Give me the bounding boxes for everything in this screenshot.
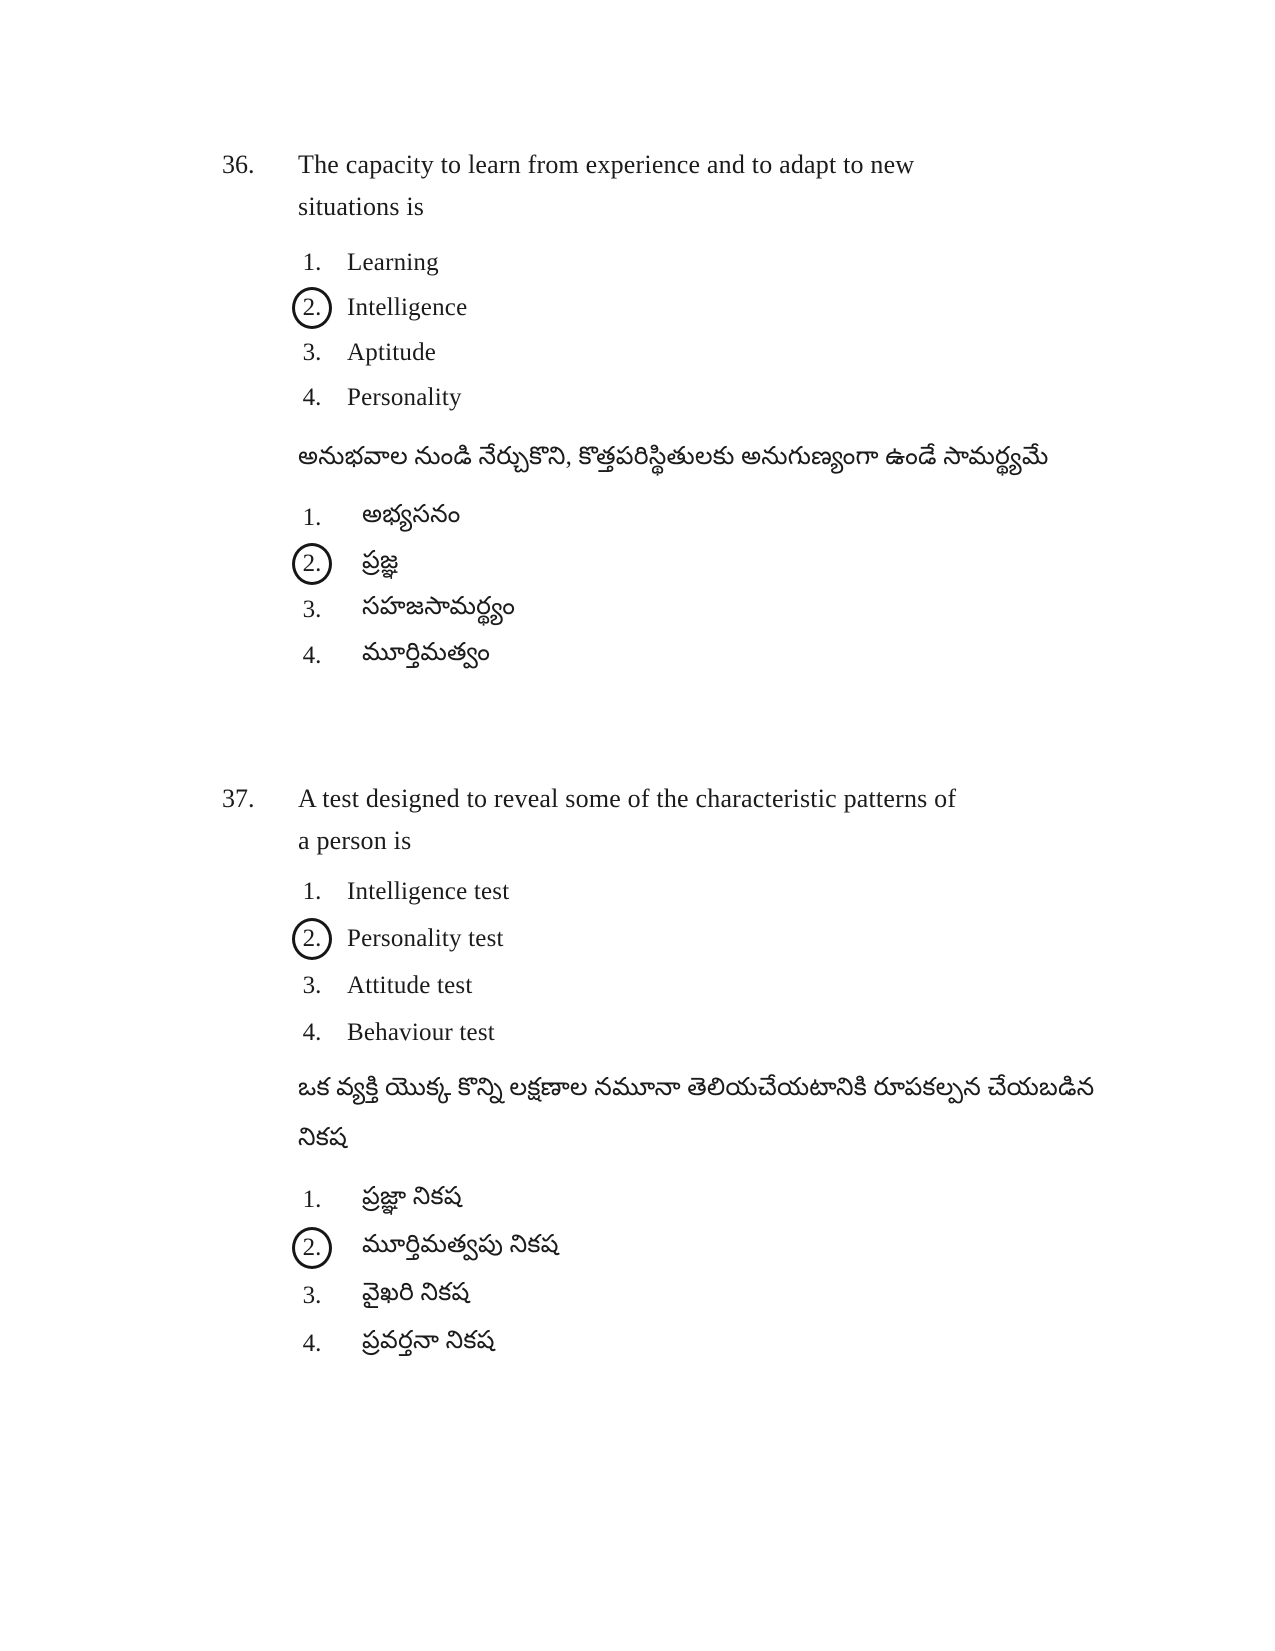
question-block	[222, 144, 1215, 679]
option-row	[292, 375, 1215, 420]
option-row-selected	[292, 915, 1215, 962]
question-block	[222, 778, 1215, 1368]
question-text-english: The capacity to learn from experience and to adapt to new situations is	[298, 150, 915, 221]
question-text-telugu: ఒక వ్యక్తి యొక్క కొన్ని లక్షణాల నమూనా తెలియచేయటానికి రూపకల్పన చేయబడిన నికష	[298, 1074, 1095, 1151]
option-label: మూర్తిమత్వపు నికష	[362, 1231, 559, 1258]
option-number: 1.	[302, 248, 322, 276]
question-text-telugu: అనుభవాల నుండి నేర్చుకొని, కొత్తపరిస్థితులకు అనుగుణ్యంగా ఉండే సామర్థ్యమే	[298, 443, 1049, 470]
option-row	[292, 495, 1215, 541]
option-label: Intelligence test	[347, 877, 510, 905]
option-number: 3.	[302, 1282, 322, 1309]
question-number: 37.	[222, 784, 255, 813]
option-label: Intelligence	[347, 293, 468, 321]
option-label: సహజసామర్థ్యం	[362, 593, 516, 620]
option-number: 3.	[302, 596, 322, 623]
options-list-english	[292, 240, 1215, 420]
question-header	[222, 778, 1215, 862]
option-row	[292, 962, 1215, 1009]
option-label: Aptitude	[347, 338, 437, 366]
option-number: 4.	[302, 1018, 322, 1046]
option-label: ప్రజ్ఞ	[362, 547, 399, 574]
option-row	[292, 1176, 1215, 1224]
option-label: Personality test	[347, 924, 504, 952]
option-label: వైఖరి నికష	[362, 1279, 470, 1306]
option-number: 1.	[302, 877, 322, 905]
option-row-selected	[292, 1224, 1215, 1272]
options-list-english	[292, 868, 1215, 1056]
option-label: Attitude test	[347, 971, 473, 999]
option-row-selected	[292, 541, 1215, 587]
option-label: ప్రజ్ఞా నికష	[362, 1183, 462, 1210]
question-header	[222, 144, 1215, 228]
option-label: Learning	[347, 248, 439, 276]
question-text-english: A test designed to reveal some of the characteristic patterns of a person is	[298, 784, 957, 855]
option-row	[292, 633, 1215, 679]
answer-circle-option-number: 2.	[292, 287, 332, 329]
option-row	[292, 240, 1215, 285]
question-number: 36.	[222, 150, 255, 179]
option-label: అభ్యసనం	[362, 501, 461, 528]
option-row	[292, 330, 1215, 375]
option-row	[292, 1320, 1215, 1368]
option-number: 4.	[302, 642, 322, 669]
options-list-telugu	[292, 495, 1215, 679]
option-number: 4.	[302, 1330, 322, 1357]
option-number: 1.	[302, 1186, 322, 1213]
answer-circle-option-number: 2.	[292, 918, 332, 960]
option-label: ప్రవర్తనా నికష	[362, 1327, 495, 1354]
option-label: Behaviour test	[347, 1018, 495, 1046]
option-row-selected	[292, 285, 1215, 330]
option-row	[292, 868, 1215, 915]
option-label: Personality	[347, 383, 462, 411]
answer-circle-option-number: 2.	[292, 543, 332, 585]
option-row	[292, 587, 1215, 633]
answer-circle-option-number: 2.	[292, 1227, 332, 1269]
option-number: 1.	[302, 504, 322, 531]
option-number: 4.	[302, 383, 322, 411]
option-row	[292, 1272, 1215, 1320]
option-number: 3.	[302, 971, 322, 999]
option-row	[292, 1009, 1215, 1056]
option-label: మూర్తిమత్వం	[362, 639, 491, 666]
options-list-telugu	[292, 1176, 1215, 1368]
option-number: 3.	[302, 338, 322, 366]
